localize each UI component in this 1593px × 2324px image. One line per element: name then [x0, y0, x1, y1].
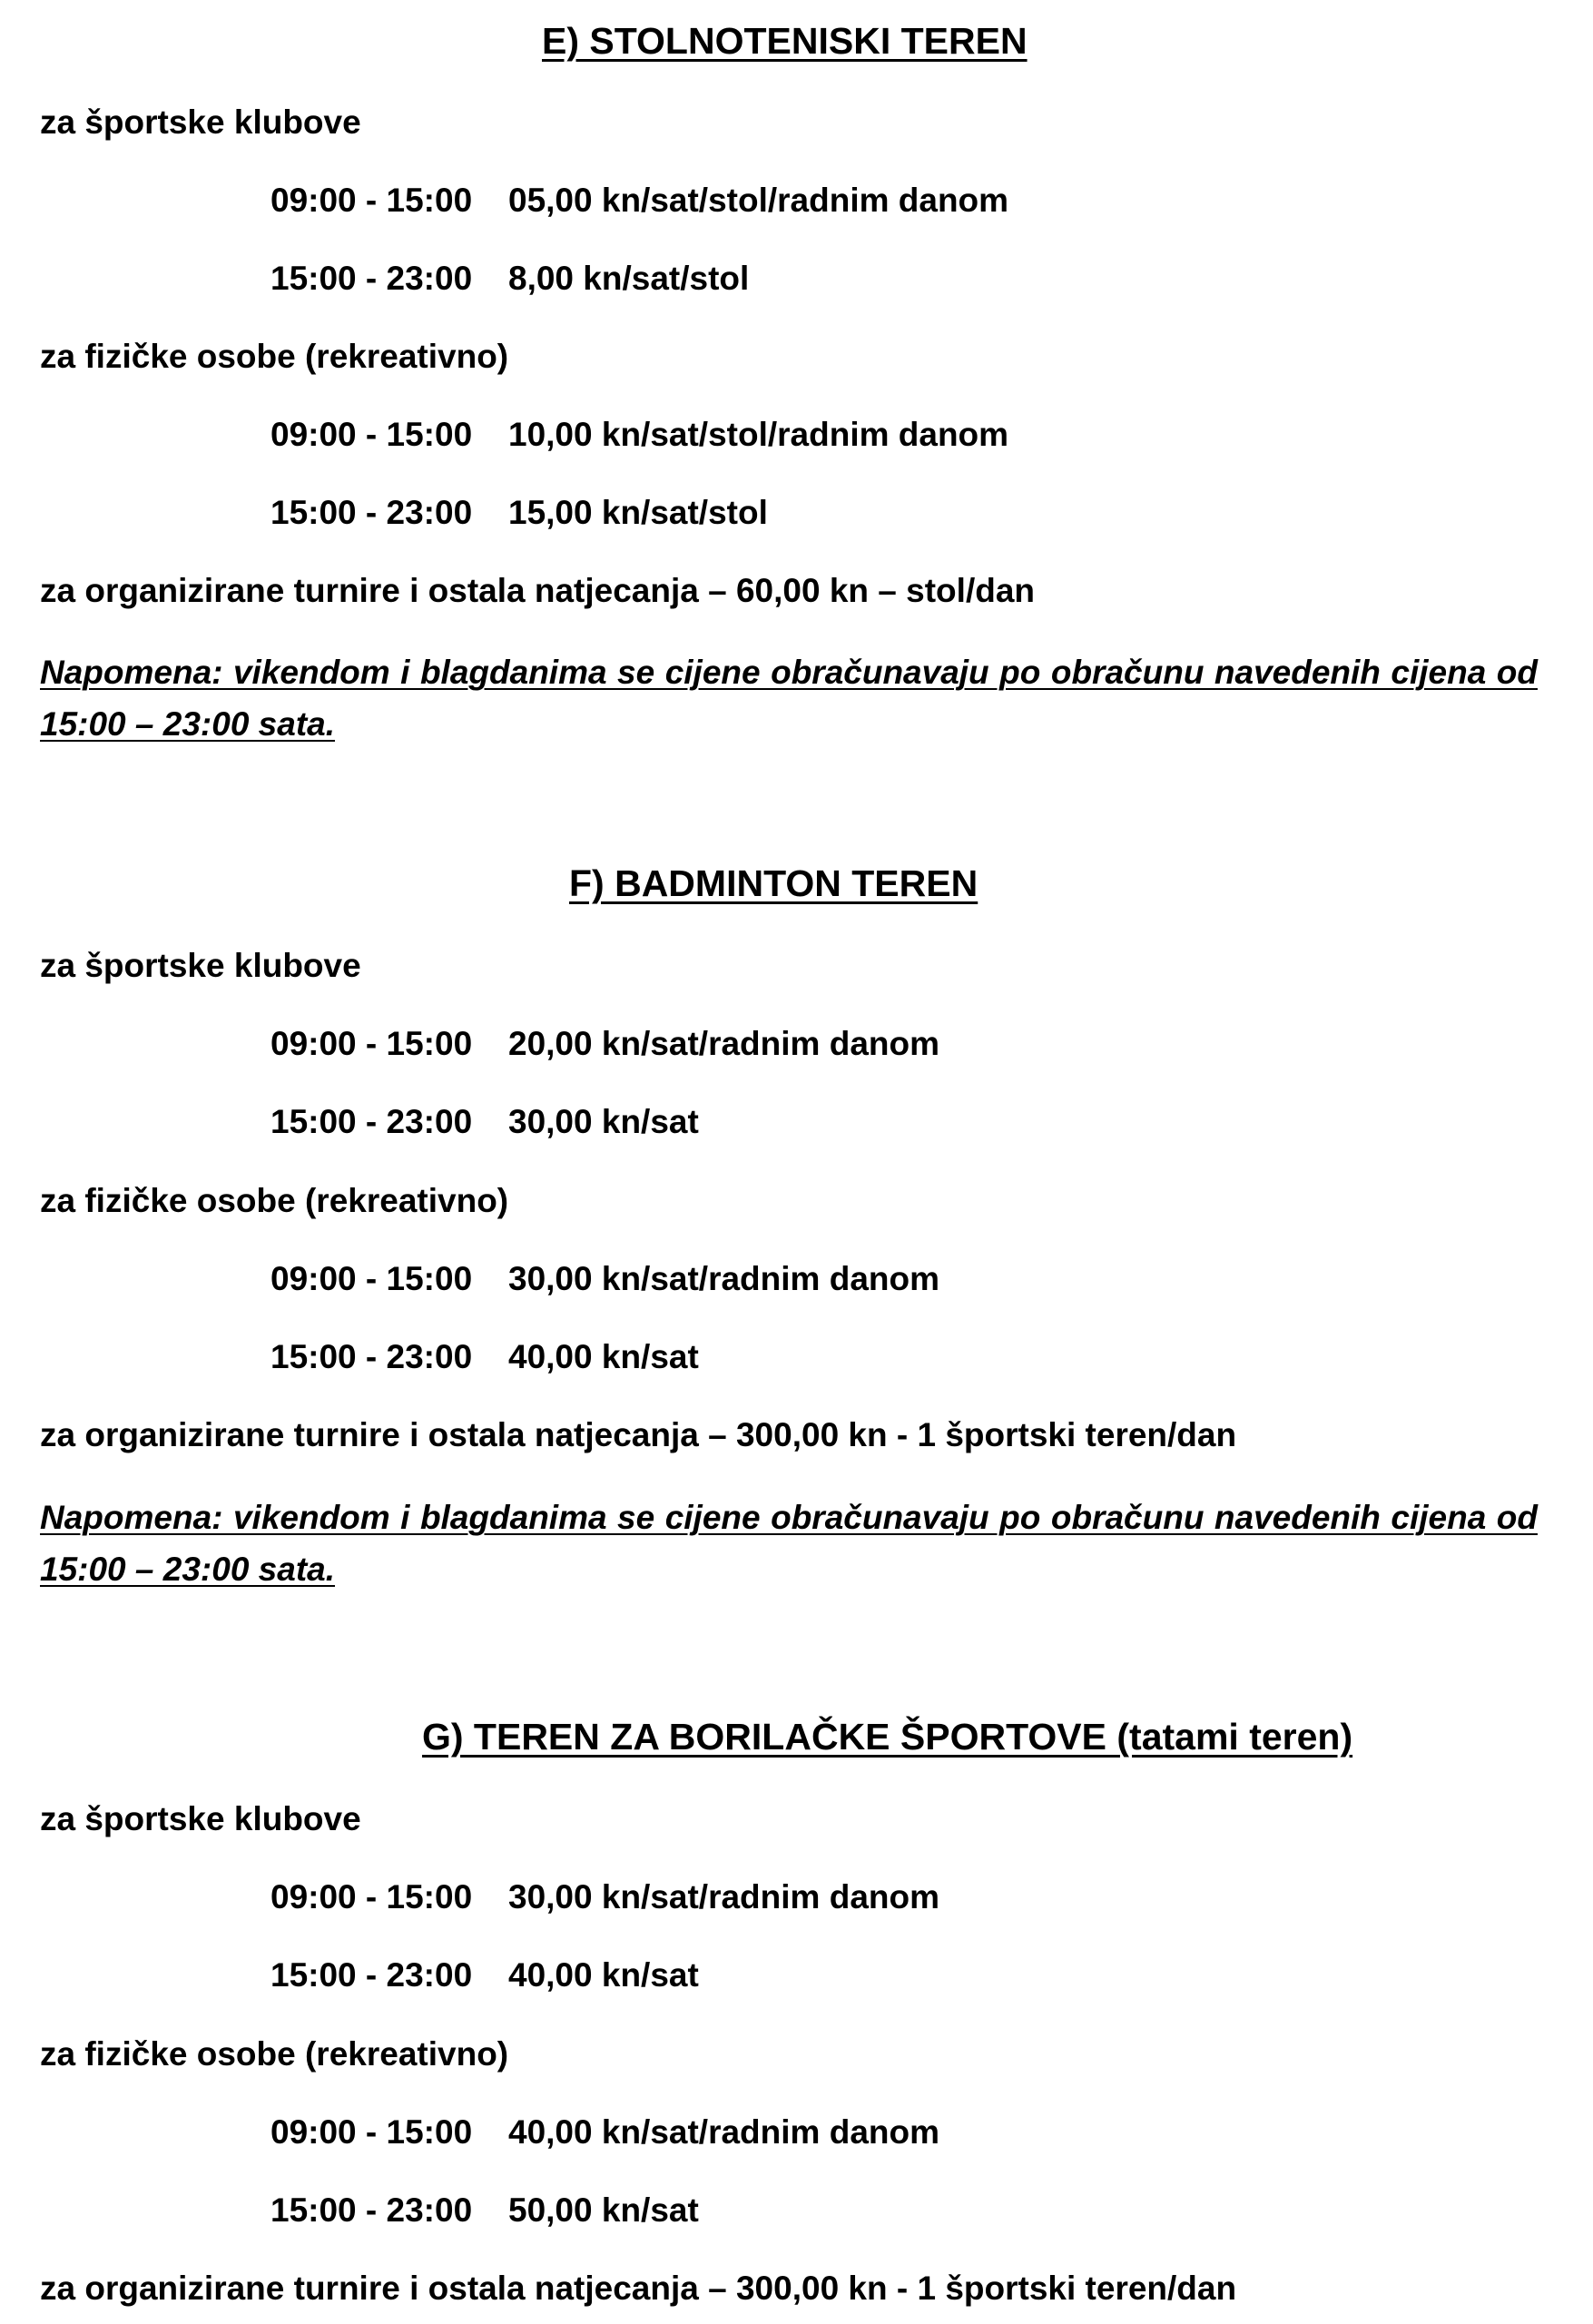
- section-f-persons-label: za fizičke osobe (rekreativno): [40, 1182, 509, 1219]
- section-f-clubs-label: za športske klubove: [40, 947, 361, 984]
- rate-price: 05,00 kn/sat/stol/radnim danom: [508, 182, 1009, 219]
- section-e-persons-rate-2: [270, 494, 768, 532]
- rate-time: 09:00 - 15:00: [270, 182, 473, 219]
- section-g-persons-rate-2: [270, 2191, 699, 2230]
- rate-price: 15,00 kn/sat/stol: [508, 494, 768, 531]
- rate-price: 40,00 kn/sat: [508, 1338, 699, 1375]
- section-g-clubs-rate-2: [270, 1956, 699, 1994]
- section-e-persons-label: za fizičke osobe (rekreativno): [40, 338, 509, 375]
- section-g-title: G) TEREN ZA BORILAČKE ŠPORTOVE (tatami teren): [422, 1716, 1353, 1758]
- rate-time: 09:00 - 15:00: [270, 1025, 473, 1062]
- section-e-clubs-rate-2: [270, 260, 749, 298]
- section-g-tournaments: za organizirane turnire i ostala natjecanja – 300,00 kn - 1 športski teren/dan: [40, 2270, 1237, 2307]
- rate-price: 30,00 kn/sat/radnim danom: [508, 1878, 940, 1915]
- rate-price: 20,00 kn/sat/radnim danom: [508, 1025, 940, 1062]
- rate-price: 8,00 kn/sat/stol: [508, 260, 750, 297]
- section-e-clubs-rate-1: [270, 182, 1008, 220]
- section-f-title: F) BADMINTON TEREN: [569, 862, 978, 904]
- section-e-note: Napomena: vikendom i blagdanima se cijene obračunavaju po obračunu navedenih cijena od 15:00 – 23:00 sata.: [40, 654, 1538, 743]
- rate-time: 15:00 - 23:00: [270, 2191, 473, 2229]
- rate-time: 15:00 - 23:00: [270, 1338, 473, 1375]
- section-f-tournaments: za organizirane turnire i ostala natjecanja – 300,00 kn - 1 športski teren/dan: [40, 1416, 1237, 1453]
- rate-time: 09:00 - 15:00: [270, 2113, 473, 2151]
- section-e-title: E) STOLNOTENISKI TEREN: [542, 20, 1028, 62]
- rate-price: 30,00 kn/sat: [508, 1103, 699, 1140]
- rate-price: 40,00 kn/sat: [508, 1956, 699, 1994]
- section-f-persons-rate-1: [270, 1260, 939, 1298]
- rate-time: 15:00 - 23:00: [270, 494, 473, 531]
- section-f-persons-rate-2: [270, 1338, 699, 1376]
- rate-time: 09:00 - 15:00: [270, 416, 473, 453]
- rate-price: 30,00 kn/sat/radnim danom: [508, 1260, 940, 1297]
- section-e-persons-rate-1: [270, 416, 1008, 454]
- rate-time: 09:00 - 15:00: [270, 1878, 473, 1915]
- rate-price: 50,00 kn/sat: [508, 2191, 699, 2229]
- section-f-clubs-rate-1: [270, 1025, 939, 1063]
- rate-time: 15:00 - 23:00: [270, 1956, 473, 1994]
- rate-time: 15:00 - 23:00: [270, 1103, 473, 1140]
- section-g-persons-label: za fizičke osobe (rekreativno): [40, 2035, 509, 2073]
- section-g-clubs-label: za športske klubove: [40, 1800, 361, 1837]
- rate-price: 10,00 kn/sat/stol/radnim danom: [508, 416, 1009, 453]
- rate-time: 09:00 - 15:00: [270, 1260, 473, 1297]
- section-g-clubs-rate-1: [270, 1878, 939, 1916]
- section-e-tournaments: za organizirane turnire i ostala natjecanja – 60,00 kn – stol/dan: [40, 572, 1035, 609]
- section-e-clubs-label: za športske klubove: [40, 103, 361, 141]
- section-f-note: Napomena: vikendom i blagdanima se cijene obračunavaju po obračunu navedenih cijena od 15:00 – 23:00 sata.: [40, 1499, 1538, 1588]
- rate-price: 40,00 kn/sat/radnim danom: [508, 2113, 940, 2151]
- rate-time: 15:00 - 23:00: [270, 260, 473, 297]
- section-g-persons-rate-1: [270, 2113, 939, 2152]
- section-f-clubs-rate-2: [270, 1103, 699, 1141]
